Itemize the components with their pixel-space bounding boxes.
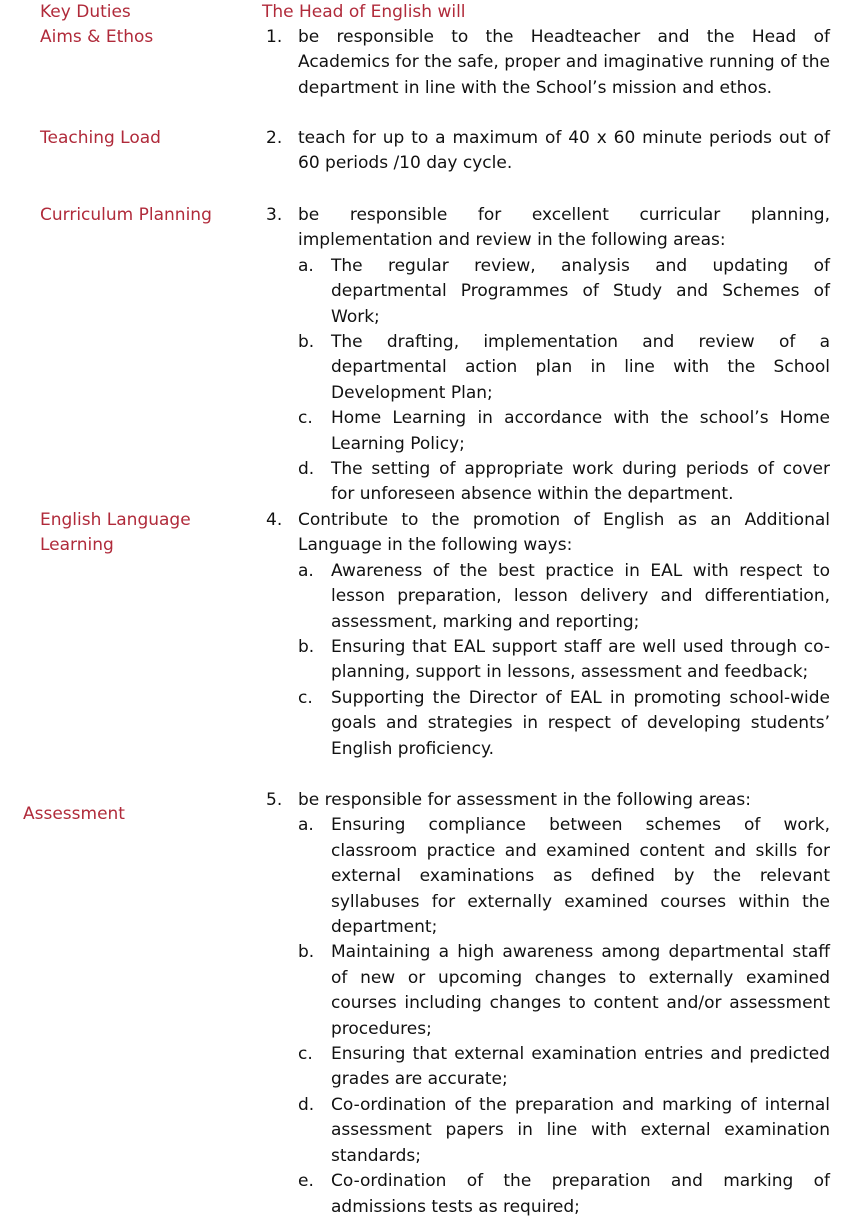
- item-number: 4.: [266, 510, 283, 530]
- item-text: Contribute to the promotion of English as an Additional Language in the following ways:: [298, 510, 830, 556]
- sub-item-text: Ensuring that EAL support staff are well used through co-planning, support in lessons, assessment and feedback;: [331, 637, 830, 683]
- sub-item: [298, 1042, 830, 1093]
- item-number: 5.: [266, 790, 283, 810]
- sub-item: [298, 406, 830, 457]
- sub-item-text: Ensuring that external examination entries and predicted grades are accurate;: [331, 1044, 830, 1090]
- section-header: The Head of English will: [262, 2, 466, 22]
- sub-item-text: Ensuring compliance between schemes of work, classroom practice and examined content and skills for external examinations as defined by the relevant syllabuses for externally examined courses within the department;: [331, 815, 830, 938]
- item-number: 3.: [266, 205, 283, 225]
- sub-item: [298, 254, 830, 330]
- label-assessment: Assessment: [23, 804, 125, 824]
- sub-item: [298, 1169, 830, 1220]
- label-key-duties: Key Duties: [40, 2, 131, 22]
- sub-item-text: Maintaining a high awareness among departmental staff of new or upcoming changes to externally examined courses including changes to content and/or assessment procedures;: [331, 942, 830, 1039]
- sub-item: [298, 457, 830, 508]
- duty-item-4: [266, 508, 830, 762]
- sub-item: [298, 813, 830, 940]
- sub-item-text: Supporting the Director of EAL in promoting school-wide goals and strategies in respect of developing students’ English proficiency.: [331, 687, 830, 759]
- sub-item-text: Awareness of the best practice in EAL with respect to lesson preparation, lesson delivery and differentiation, assessment, marking and reporting;: [331, 560, 830, 632]
- item-number: 2.: [266, 128, 283, 148]
- sub-item-letter: e.: [298, 1171, 314, 1192]
- sub-item-letter: d.: [298, 1094, 315, 1115]
- item-text: be responsible for excellent curricular planning, implementation and review in the following areas:: [298, 205, 830, 251]
- label-aims-ethos: Aims & Ethos: [40, 27, 154, 47]
- sub-item-text: The setting of appropriate work during periods of cover for unforeseen absence within the department.: [331, 459, 830, 505]
- duty-item-2: [266, 126, 830, 177]
- sub-item: [298, 1093, 830, 1169]
- label-curriculum-planning: Curriculum Planning: [40, 205, 212, 225]
- sub-item-letter: c.: [298, 687, 313, 708]
- item-text: be responsible for assessment in the following areas:: [298, 790, 751, 810]
- sub-item-letter: c.: [298, 1044, 313, 1065]
- sub-item-text: The drafting, implementation and review of a departmental action plan in line with the School Development Plan;: [331, 332, 830, 403]
- sub-item-letter: a.: [298, 815, 314, 836]
- sub-item-letter: c.: [298, 408, 313, 429]
- label-teaching-load: Teaching Load: [40, 128, 161, 148]
- sub-item-text: Co-ordination of the preparation and marking of admissions tests as required;: [331, 1171, 830, 1217]
- item-text: be responsible to the Headteacher and the Head of Academics for the safe, proper and imaginative running of the department in line with the School’s mission and ethos.: [298, 27, 830, 98]
- item-text: teach for up to a maximum of 40 x 60 minute periods out of 60 periods /10 day cycle.: [298, 128, 830, 174]
- sub-item-text: Co-ordination of the preparation and marking of internal assessment papers in line with external examination standards;: [331, 1094, 830, 1166]
- sub-item-letter: b.: [298, 637, 315, 658]
- sub-item: [298, 330, 830, 406]
- duty-item-1: [266, 25, 830, 101]
- sub-item: [298, 559, 830, 635]
- sub-item-letter: b.: [298, 942, 315, 963]
- sub-item-letter: b.: [298, 332, 315, 353]
- duty-item-3: [266, 203, 830, 508]
- sub-item-letter: d.: [298, 459, 315, 480]
- sub-item-text: The regular review, analysis and updating of departmental Programmes of Study and Schemes of Work;: [331, 255, 830, 327]
- sub-item-letter: a.: [298, 255, 314, 276]
- item-number: 1.: [266, 27, 283, 47]
- duty-item-5: [266, 788, 830, 1220]
- sub-item: [298, 635, 830, 686]
- sub-item-text: Home Learning in accordance with the school’s Home Learning Policy;: [331, 408, 830, 454]
- sub-item: [298, 686, 830, 762]
- sub-item: [298, 940, 830, 1042]
- sub-item-letter: a.: [298, 560, 314, 581]
- label-english-language-learning: English Language Learning: [40, 510, 191, 556]
